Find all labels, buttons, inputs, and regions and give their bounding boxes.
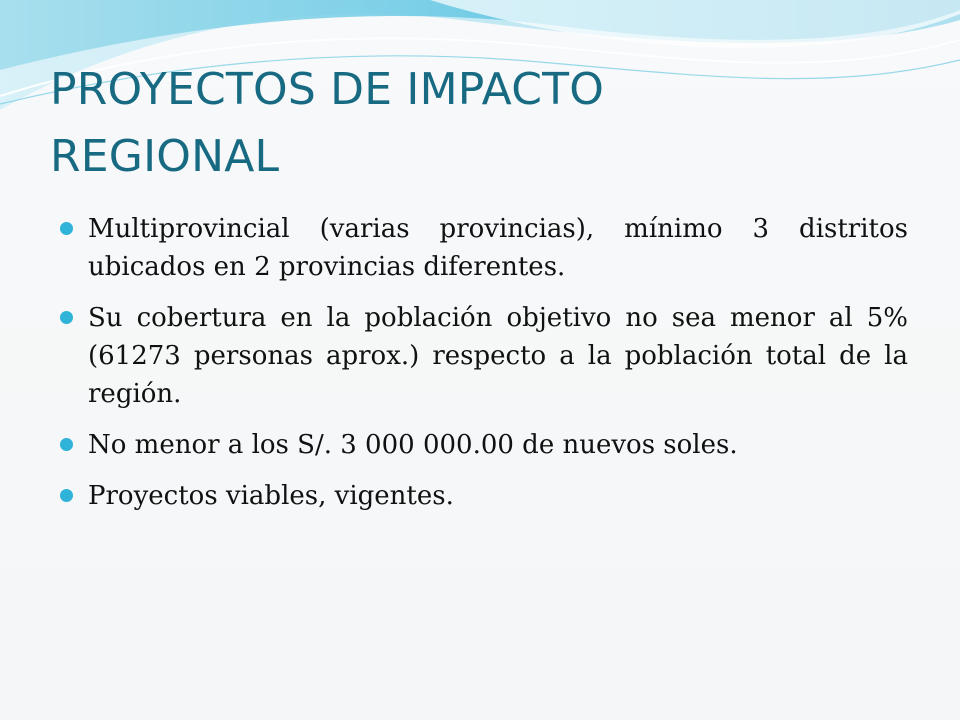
- slide-title: [50, 56, 910, 190]
- bullet-list: [60, 210, 908, 528]
- bullet-item: [60, 426, 908, 464]
- bullet-dot-icon: [60, 222, 73, 235]
- bullet-dot-icon: [60, 438, 73, 451]
- bullet-dot-icon: [60, 311, 73, 324]
- bullet-dot-icon: [60, 489, 73, 502]
- bullet-item: [60, 210, 908, 286]
- bullet-text: Proyectos viables, vigentes.: [88, 481, 454, 511]
- slide-title-line-2: REGIONAL: [50, 131, 280, 182]
- bullet-item: [60, 299, 908, 413]
- bullet-text: No menor a los S/. 3 000 000.00 de nuevos soles.: [88, 430, 738, 460]
- bullet-text: Multiprovincial (varias provincias), mínimo 3 distritos ubicados en 2 provincias diferentes.: [88, 214, 908, 282]
- bullet-item: [60, 477, 908, 515]
- slide-title-line-1: PROYECTOS DE IMPACTO: [50, 64, 605, 115]
- bullet-text: Su cobertura en la población objetivo no sea menor al 5% (61273 personas aprox.) respecto a la población total de la región.: [88, 303, 908, 409]
